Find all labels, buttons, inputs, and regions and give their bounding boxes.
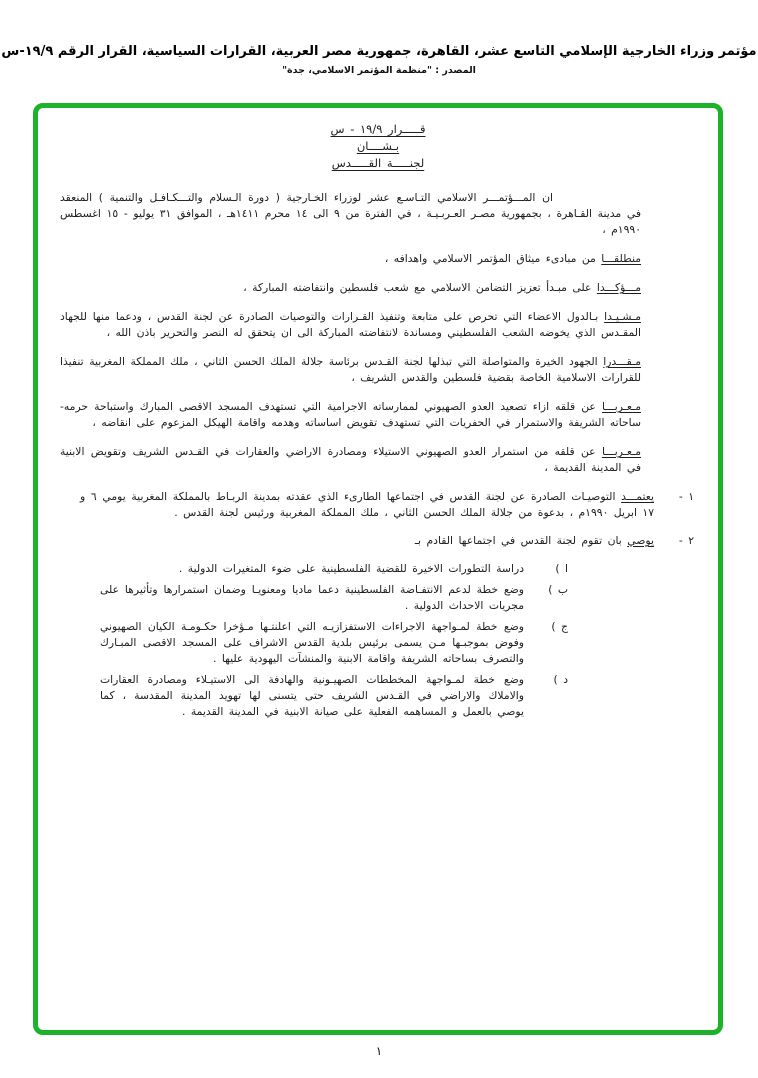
sub-item-text: وضع خطة لدعم الانتفـاضة الفلسطينية دعما ماديا ومعنويـا وضمان استمرارها وتأثيرها على مجريات الاحداث الدولية . (100, 583, 524, 612)
citation-source-line: المصدر : "منظمة المؤتمر الاسلامي، جدة" (282, 65, 476, 76)
citation-header (0, 44, 758, 76)
preamble-paragraph (60, 251, 641, 267)
preamble-lead: مـعـربـــا (601, 445, 641, 458)
sub-item (60, 672, 568, 720)
preamble-lead: مـعـربـــا (601, 400, 641, 413)
preamble-lead: منطلقـــا (601, 252, 641, 265)
sub-item-label: د ) (553, 673, 568, 686)
item-text (60, 489, 654, 521)
sub-item-text: وضع خطة لمـواجهة الاجراءات الاستفزازيـه التي اعلنتـها مـؤخرا حكـومـة الكيان الصهيوني وفوض بموجبـها مـن يسمى برئيس بلدية القدس الاشراف على المسجد الاقصى المبـارك والتصرف بساحاته الشريفة واقامة الابنية والمنشآت اليهودية عليها . (100, 620, 524, 665)
sub-item-label: ب ) (548, 583, 568, 596)
preamble-paragraph (60, 399, 641, 431)
preamble-text: من مبادىء ميثاق المؤتمر الاسلامي واهدافه ، (384, 252, 596, 265)
preamble-lead: مـشـيـدا (604, 310, 641, 323)
preamble-paragraph (60, 280, 641, 296)
resolution-number: قـــــرار ١٩/٩ - س (330, 122, 426, 136)
citation-line: مؤتمر وزراء الخارجية الإسلامي التاسع عشر، القاهرة، جمهورية مصر العربية، القرارات السياسية، القرار الرقم ١٩/٩-س (1, 44, 757, 59)
operative-item (60, 533, 694, 549)
resolution-subject: لجنـــــة القـــــدس (331, 156, 425, 170)
sub-item (60, 561, 568, 577)
preamble-text: عن قلقه من استمرار العدو الصهيوني الاستيلاء ومصادرة الاراضي والعقارات في القـدس الشريف وتقويض الابنية في المدينة القديمة ، (60, 445, 641, 474)
resolution-regarding: بـشــــان (356, 139, 400, 153)
sub-item-text: دراسة التطورات الاخيرة للقضية الفلسطينية على ضوء المتغيرات الدولية . (178, 562, 524, 575)
document-frame (33, 103, 723, 1035)
sub-item-label: ا ) (555, 562, 568, 575)
preamble-lead: مـقـــدرا (603, 355, 641, 368)
item-number: ٢ - (678, 534, 694, 547)
preamble-text: بـالدول الاعضاء التي تحرص على متابعة وتنفيذ القـرارات والتوصيات الصادرة عن لجنة القدس ، ودعما منها للجهاد المقـدس الذي يخوضه الشعب الفلسطيني ومساندة لانتفاضته المباركة الى ان يتحقق له النصر والتحرير باذن الله ، (60, 310, 641, 339)
item-text (60, 533, 654, 549)
sub-item-label: ج ) (551, 620, 568, 633)
page-number: ١ (375, 1044, 383, 1058)
preamble-text: على مبـدأ تعزيز التضامن الاسلامي مع شعب فلسطين وانتفاضته المباركة ، (243, 281, 592, 294)
preamble-paragraph (60, 190, 641, 238)
preamble-paragraph (60, 444, 641, 476)
sub-item (60, 619, 568, 667)
operative-item (60, 489, 694, 521)
item-body: بان تقوم لجنة القدس في اجتماعها القادم بـ (414, 534, 622, 547)
preamble-paragraph (60, 354, 641, 386)
item-lead: يوصي (627, 534, 654, 547)
item-lead: يعتمـــد (621, 490, 655, 503)
item-body: التوصيـات الصادرة عن لجنة القدس في اجتماعها الطارىء الذي عقدته بمدينة الربـاط بالمملكة المغربية يومي ٦ و ١٧ ابريل ١٩٩٠م ، بدعوة من جلالة الملك الحسن الثاني ، ملك المملكة المغربية ورئيس لجنة القدس . (80, 490, 654, 519)
preamble-text: ان المـــؤتمـــر الاسلامي التـاسـع عشر لوزراء الخـارجية ( دورة الـسلام والتـــكـافـل والتنمية ) المنعقد في مدينة القـاهرة ، بجمهورية مصـر العـربـيـة ، في الفترة من ٩ الى ١٤ محرم ١٤١١هـ ، الموافق ٣١ يوليو - ١٥ اغسطس ١٩٩٠م ، (60, 191, 641, 236)
preamble-text: الجهود الخيرة والمتواصلة التي تبذلها لجنة القـدس برئاسة جلالة الملك الحسن الثاني ، ملك المملكة المغربية تنفيذا للقرارات الاسلامية الخاصة بقضية فلسطين والقدس الشريف ، (60, 355, 641, 384)
preamble-lead: مـــؤكـــدا (596, 281, 641, 294)
scanned-document (38, 108, 718, 1030)
sub-item-text: وضع خطة لمـواجهة المخططات الصهيـونية والهادفة الى الاستيـلاء ومصادرة العقارات والاملاك والاراضي في القـدس الشريف حتى يتسنى لها تهويد المدينة المقدسة ، كما يوصي بالعمل و المساهمه الفعلية على صيانة الابنية في المدينة القديمة . (100, 673, 524, 718)
preamble-text: عن قلقه ازاء تصعيد العدو الصهيوني لممارساته الاجرامية التي تستهدف المسجد الاقصى المبارك واستباحة حرمه- ساحاته الشريفة والاستمرار في الحفريات التي تستهدف تقويض اساساته وهدمه واقامة الهيكل المزعوم على انقاضه ، (60, 400, 641, 429)
resolution-title (38, 121, 718, 172)
preamble-paragraph (60, 309, 641, 341)
sub-item (60, 582, 568, 614)
item-number: ١ - (678, 490, 694, 503)
